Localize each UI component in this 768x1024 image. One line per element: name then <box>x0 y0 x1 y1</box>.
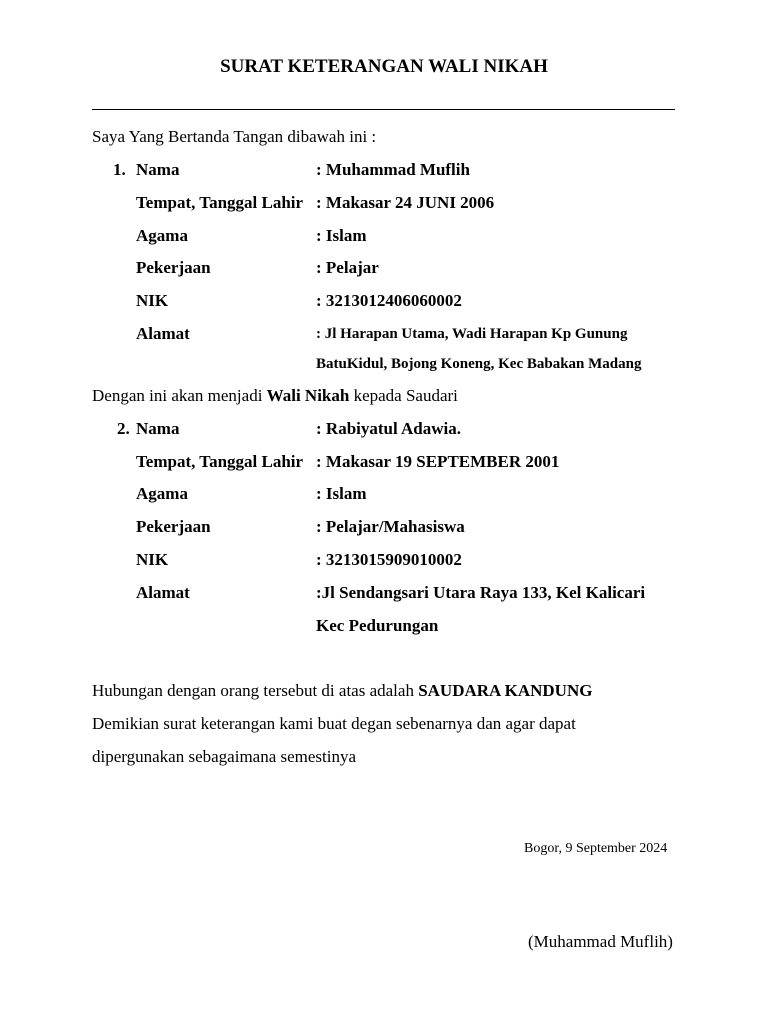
statement-post: kepada Saudari <box>349 386 458 405</box>
relation-text <box>92 681 592 701</box>
person1-address-value-line2: BatuKidul, Bojong Koneng, Kec Babakan Madang <box>316 356 642 372</box>
person1-name-label: Nama <box>136 160 180 179</box>
person2-nik-value: : 3213015909010002 <box>316 550 462 569</box>
person1-name-value: : Muhammad Muflih <box>316 160 470 179</box>
closing-line-2: dipergunakan sebagaimana semestinya <box>92 747 357 766</box>
person1-nik-label: NIK <box>136 291 169 310</box>
person2-name-label: Nama <box>136 419 180 438</box>
person2-occupation-value: : Pelajar/Mahasiswa <box>316 517 465 536</box>
person2-religion-label: Agama <box>136 484 188 503</box>
person1-birth-value: : Makasar 24 JUNI 2006 <box>316 193 495 212</box>
person2-address-value-line1: :Jl Sendangsari Utara Raya 133, Kel Kalicari <box>316 583 646 602</box>
person1-occupation-label: Pekerjaan <box>136 258 211 277</box>
signatory-name: (Muhammad Muflih) <box>528 932 673 951</box>
place-date: Bogor, 9 September 2024 <box>524 841 668 856</box>
person1-occupation-value: : Pelajar <box>316 258 379 277</box>
relation-bold: SAUDARA KANDUNG <box>418 681 593 700</box>
person2-number: 2. <box>117 419 130 438</box>
document-title: SURAT KETERANGAN WALI NIKAH <box>220 56 548 77</box>
person2-religion-value: : Islam <box>316 484 367 503</box>
person2-birth-value: : Makasar 19 SEPTEMBER 2001 <box>316 452 560 471</box>
relation-pre: Hubungan dengan orang tersebut di atas adalah <box>92 681 419 700</box>
intro-text: Saya Yang Bertanda Tangan dibawah ini : <box>92 127 377 146</box>
person1-address-label: Alamat <box>136 324 190 343</box>
statement-pre: Dengan ini akan menjadi <box>92 386 267 405</box>
person2-name-value: : Rabiyatul Adawia. <box>316 419 461 438</box>
person2-address-label: Alamat <box>136 583 190 602</box>
person1-religion-label: Agama <box>136 226 188 245</box>
person2-nik-label: NIK <box>136 550 169 569</box>
title-underline <box>92 109 675 110</box>
person1-address-value-line1: : Jl Harapan Utama, Wadi Harapan Kp Gunung <box>316 326 628 342</box>
person1-number: 1. <box>113 160 126 179</box>
person1-birth-label: Tempat, Tanggal Lahir <box>136 193 304 212</box>
person1-religion-value: : Islam <box>316 226 367 245</box>
person2-occupation-label: Pekerjaan <box>136 517 211 536</box>
statement-text <box>92 386 458 406</box>
closing-line-1: Demikian surat keterangan kami buat degan sebenarnya dan agar dapat <box>92 714 576 733</box>
person2-address-value-line2: Kec Pedurungan <box>316 616 439 635</box>
person1-nik-value: : 3213012406060002 <box>316 291 462 310</box>
person2-birth-label: Tempat, Tanggal Lahir <box>136 452 304 471</box>
statement-bold: Wali Nikah <box>266 386 350 405</box>
